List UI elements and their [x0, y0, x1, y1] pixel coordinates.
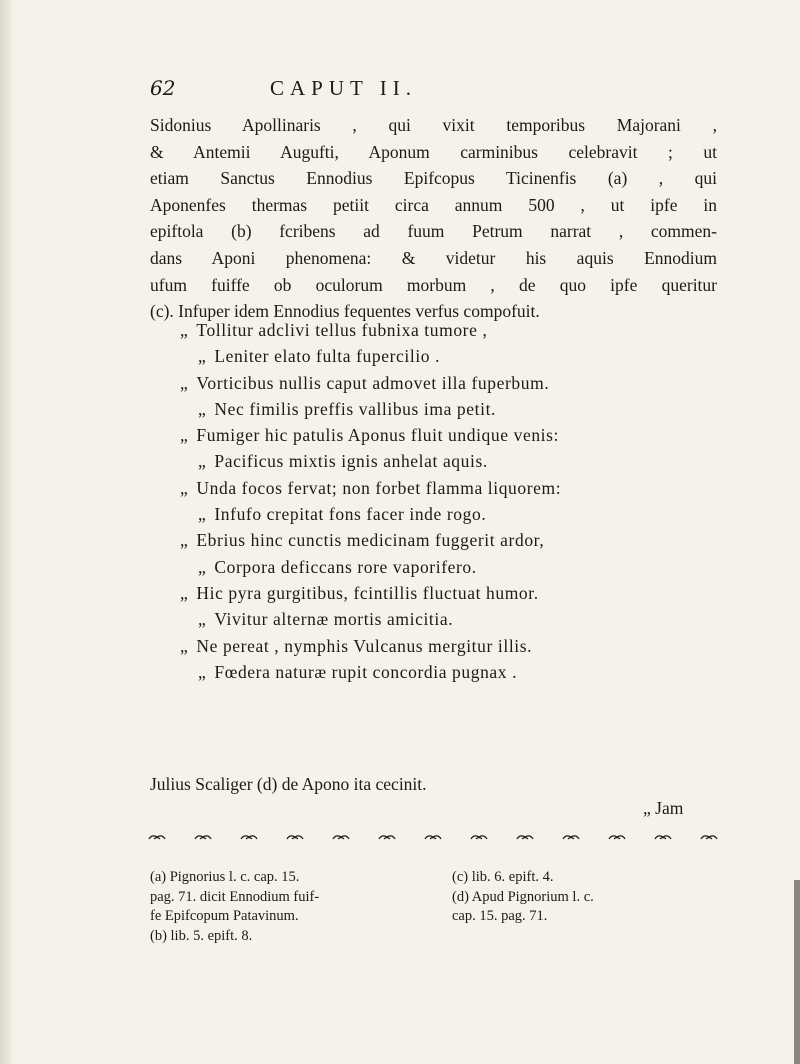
page-header [150, 76, 710, 106]
quote-mark: „ [180, 320, 189, 340]
catchword: „ Jam [643, 798, 684, 818]
poem-verse: „ Fumiger hic patulis Aponus fluit undique venis: [180, 425, 559, 446]
page-number: 62 [150, 76, 176, 100]
quote-mark: „ [198, 504, 207, 525]
poem-verse: „ Ebrius hinc cunctis medicinam fuggerit ardor, [180, 530, 545, 551]
poem-verse: „ Infufo crepitat fons facer inde rogo. [198, 504, 487, 525]
poem-verse: „ Unda focos fervat; non forbet flamma liquorem: [180, 477, 562, 498]
footnotes-left-column [150, 868, 440, 946]
poem-verse: „ Pacificus mixtis ignis anhelat aquis. [198, 451, 488, 472]
footnote-line: (d) Apud Pignorium l. c. [452, 888, 594, 905]
footnote-line: fe Epifcopum Patavinum. [150, 908, 299, 924]
poem-verse: „ Leniter elato fulta fupercilio . [198, 346, 441, 367]
quote-mark: „ [180, 372, 189, 393]
footnotes-right-column [452, 868, 722, 927]
poem-verse: „ Nec fimilis preffis vallibus ima petit. [198, 398, 497, 419]
poem [180, 317, 700, 685]
poem-verse: „ Vivitur alternæ mortis amicitia. [198, 609, 454, 630]
ornament-icon [654, 833, 672, 841]
quote-mark: „ [180, 635, 189, 656]
quote-mark: „ [180, 477, 189, 498]
page-edge-right [794, 880, 800, 1064]
ornament-icon [148, 833, 166, 841]
scaliger-intro: Julius Scaliger (d) de Apono ita cecinit. [150, 774, 427, 794]
ornament-icon [608, 833, 626, 841]
paragraph-line: dans Aponi phenomena: & videtur his aquis Ennodium [150, 247, 717, 268]
poem-verse: „ Vorticibus nullis caput admovet illa fuperbum. [180, 372, 550, 393]
ornament-icon [286, 833, 304, 841]
ornament-icon [424, 833, 442, 841]
quote-mark: „ [198, 609, 207, 630]
body-paragraph [150, 112, 717, 325]
quote-mark: „ [198, 556, 207, 577]
footnote-line: (b) lib. 5. epift. 8. [150, 927, 253, 944]
running-title: CAPUT II. [270, 76, 417, 100]
quote-mark: „ [180, 425, 189, 446]
paragraph-line: epiftola (b) fcribens ad fuum Petrum narrat , commen- [150, 221, 717, 242]
ornament-icon [562, 833, 580, 841]
page-edge-shadow [0, 0, 14, 1064]
paragraph-line: (c). Infuper idem Ennodius fequentes verfus compofuit. [150, 301, 540, 322]
footnote-line: (c) lib. 6. epift. 4. [452, 869, 554, 885]
footnote-line: cap. 15. pag. 71. [452, 908, 548, 924]
ornament-icon [516, 833, 534, 841]
poem-verse: „ Ne pereat , nymphis Vulcanus mergitur illis. [180, 635, 533, 656]
ornament-icon [240, 833, 258, 841]
quote-mark: „ [180, 582, 189, 603]
ornament-icon [700, 833, 718, 841]
quote-mark: „ [180, 530, 189, 551]
footnote-line: (a) Pignorius l. c. cap. 15. [150, 869, 300, 885]
poem-verse: „ Hic pyra gurgitibus, fcintillis fluctuat humor. [180, 582, 539, 603]
paragraph-line: Aponenfes thermas petiit circa annum 500 , ut ipfe in [150, 194, 717, 215]
poem-verse: „ Corpora deficcans rore vaporifero. [198, 556, 477, 577]
poem-verse: „ Tollitur adclivi tellus fubnixa tumore , [180, 320, 488, 340]
ornament-divider [148, 830, 718, 844]
footnote-line: pag. 71. dicit Ennodium fuif- [150, 888, 320, 905]
quote-mark: „ [198, 346, 207, 367]
paragraph-line: etiam Sanctus Ennodius Epifcopus Ticinenfis (a) , qui [150, 168, 717, 189]
paragraph-line: & Antemii Augufti, Aponum carminibus celebravit ; ut [150, 141, 717, 162]
poem-verse: „ Fœdera naturæ rupit concordia pugnax . [198, 661, 518, 682]
quote-mark: „ [198, 661, 207, 682]
ornament-icon [332, 833, 350, 841]
ornament-icon [470, 833, 488, 841]
quote-mark: „ [198, 398, 207, 419]
ornament-icon [194, 833, 212, 841]
ornament-icon [378, 833, 396, 841]
quote-mark: „ [198, 451, 207, 472]
paragraph-line: ufum fuiffe ob oculorum morbum , de quo ipfe queritur [150, 274, 717, 295]
paragraph-line: Sidonius Apollinaris , qui vixit temporibus Majorani , [150, 115, 717, 135]
